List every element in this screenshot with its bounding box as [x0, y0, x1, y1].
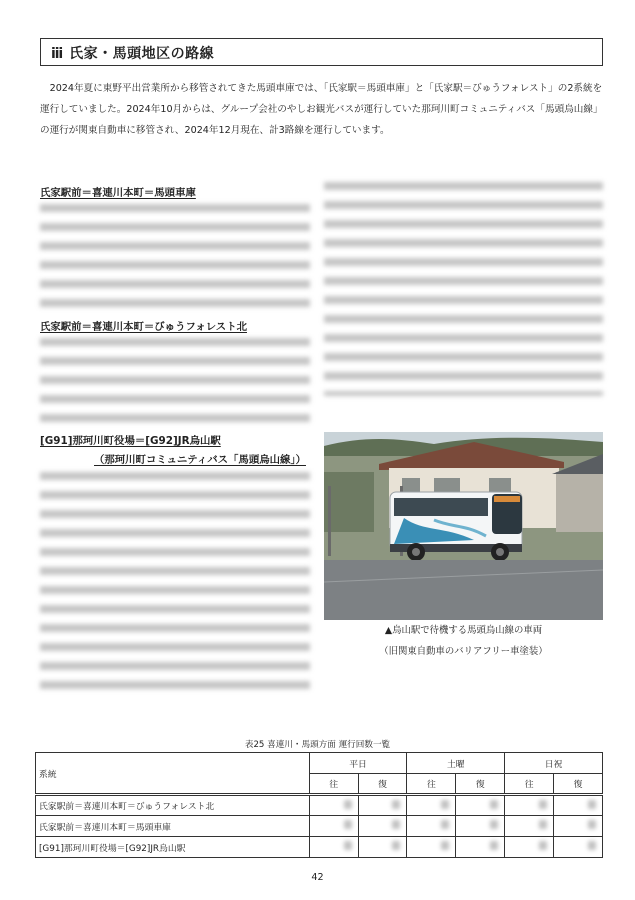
table-row-route-name: 氏家駅前＝喜連川本町＝馬頭車庫 [36, 816, 310, 837]
blurred-cell [554, 837, 603, 858]
blurred-cell [358, 837, 407, 858]
blurred-cell [407, 795, 456, 816]
table-title: 表25 喜連川・馬頭方面 運行回数一覧 [244, 740, 391, 750]
section-title: ⅲ 氏家・馬頭地区の路線 [40, 38, 603, 66]
table-subheader-out: 往 [407, 774, 456, 795]
blurred-cell [456, 837, 505, 858]
table-row-route-name: 氏家駅前＝喜連川本町＝びゅうフォレスト北 [36, 795, 310, 816]
route-heading-1: 氏家駅前＝喜連川本町＝馬頭車庫 [40, 187, 196, 199]
blurred-cell [456, 795, 505, 816]
table-subheader-back: 復 [456, 774, 505, 795]
blurred-cell [407, 837, 456, 858]
table-header-route: 系統 [36, 753, 310, 795]
bus-photo [324, 432, 603, 620]
table-row [36, 837, 603, 858]
table-row-route-name: [G91]那珂川町役場＝[G92]JR烏山駅 [36, 837, 310, 858]
blurred-cell [309, 795, 358, 816]
table-header-saturday: 土曜 [407, 753, 505, 774]
table-subheader-out: 往 [309, 774, 358, 795]
table-header-holiday: 日祝 [505, 753, 603, 774]
table-subheader-back: 復 [554, 774, 603, 795]
route-subheading-3: （那珂川町コミュニティバス「馬頭烏山線」） [94, 454, 306, 466]
run-count-table [35, 752, 603, 858]
blurred-cell [358, 795, 407, 816]
table-row [36, 816, 603, 837]
table-row [36, 795, 603, 816]
blurred-text-block [40, 200, 310, 312]
blurred-cell [554, 816, 603, 837]
blurred-cell [309, 816, 358, 837]
blurred-cell [554, 795, 603, 816]
page-number: 42 [311, 872, 324, 883]
photo-caption-line1: ▲烏山駅で待機する馬頭烏山線の車両 [384, 625, 543, 636]
route-heading-2: 氏家駅前＝喜連川本町＝びゅうフォレスト北 [40, 321, 247, 333]
intro-paragraph: 2024年夏に東野平出営業所から移管されてきた馬頭車庫では、「氏家駅＝馬頭車庫」と「氏家駅＝びゅうフォレスト」の2系統を運行していました。2024年10月からは、グループ会社のやしお観光バスが運行していた那珂川町コミュニティバス「馬頭烏山線」の運行が関東自動車に移管され、2024年12月現在、計3路線を運行しています。 [40, 83, 603, 136]
blurred-text-block [40, 468, 310, 696]
route-heading-3: [G91]那珂川町役場＝[G92]JR烏山駅 [40, 435, 221, 447]
blurred-cell [456, 816, 505, 837]
blurred-cell [309, 837, 358, 858]
table-subheader-out: 往 [505, 774, 554, 795]
blurred-cell [505, 837, 554, 858]
photo-caption-line2: （旧関東自動車のバリアフリー車塗装） [379, 646, 548, 657]
blurred-cell [358, 816, 407, 837]
blurred-text-block [40, 334, 310, 424]
blurred-text-block [324, 178, 603, 396]
blurred-cell [407, 816, 456, 837]
blurred-cell [505, 795, 554, 816]
blurred-cell [505, 816, 554, 837]
table-subheader-back: 復 [358, 774, 407, 795]
table-header-weekday: 平日 [309, 753, 407, 774]
